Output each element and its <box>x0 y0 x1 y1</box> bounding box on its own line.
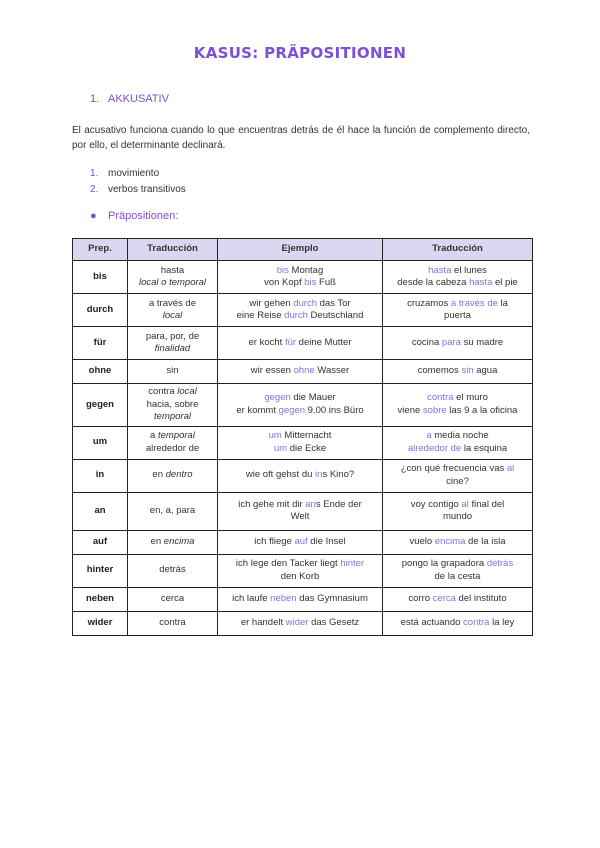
highlighted-preposition: hasta <box>428 264 452 276</box>
cell-preposition: neben <box>73 587 128 611</box>
cell-example <box>218 587 383 611</box>
list-number: 2. <box>90 183 99 195</box>
table-row <box>73 384 533 427</box>
cell-text: er kommt <box>236 404 279 416</box>
cell-line <box>386 392 529 405</box>
cell-translation <box>128 611 218 635</box>
cell-translation <box>128 294 218 327</box>
highlighted-preposition: alrededor de <box>407 442 462 454</box>
cell-line <box>221 277 379 290</box>
cell-text: local o temporal <box>138 277 207 288</box>
cell-translation <box>128 492 218 530</box>
cell-text: pongo la grapadora <box>401 558 487 569</box>
cell-line <box>131 310 214 323</box>
cell-example-translation <box>383 384 533 427</box>
cell-text: a través de <box>149 297 196 309</box>
cell-line <box>386 443 529 456</box>
highlighted-preposition: contra <box>463 616 490 628</box>
cell-translation <box>128 587 218 611</box>
cell-text: deine Mutter <box>296 336 352 348</box>
cell-line <box>221 469 379 482</box>
cell-line <box>221 617 379 630</box>
cell-line <box>221 443 379 456</box>
cell-preposition: bis <box>73 261 128 294</box>
cell-preposition: hinter <box>73 554 128 587</box>
cell-text: media noche <box>431 430 489 441</box>
cell-line <box>221 558 379 571</box>
table-row <box>73 327 533 360</box>
cell-line <box>131 331 214 344</box>
cell-text: ¿con qué frecuencia vas <box>400 463 507 474</box>
cell-text: den Korb <box>280 570 320 582</box>
cell-preposition: auf <box>73 530 128 554</box>
highlighted-preposition: bis <box>304 277 317 288</box>
cell-translation <box>128 426 218 459</box>
cell-line <box>131 399 214 412</box>
cell-example <box>218 426 383 459</box>
cell-example-translation <box>383 554 533 587</box>
cell-text: das Gymnasium <box>296 592 368 604</box>
cell-example <box>218 611 383 635</box>
cell-line <box>221 392 379 405</box>
cell-line <box>386 405 529 418</box>
cell-text: die Mauer <box>290 392 336 404</box>
cell-preposition: durch <box>73 294 128 327</box>
cell-text: comemos <box>417 365 462 377</box>
cell-text: von Kopf <box>264 277 305 288</box>
cell-example <box>218 530 383 554</box>
table-row <box>73 492 533 530</box>
cell-example <box>218 294 383 327</box>
cell-line <box>386 499 529 512</box>
highlighted-preposition: hasta <box>469 277 493 288</box>
cell-text: está actuando <box>400 616 464 628</box>
cell-line <box>221 405 379 418</box>
cell-line <box>131 277 214 290</box>
cell-text: la esquina <box>461 442 508 454</box>
cell-line <box>386 277 529 290</box>
highlighted-preposition: auf <box>294 535 308 547</box>
cell-text: local <box>162 310 183 321</box>
cell-text: mundo <box>442 511 473 522</box>
cell-line <box>131 617 214 630</box>
cell-text: s Kino? <box>322 469 355 481</box>
cell-text: vuelo <box>409 535 435 547</box>
cell-line <box>221 337 379 350</box>
cell-text: agua <box>473 365 498 377</box>
cell-example-translation <box>383 587 533 611</box>
cell-line <box>131 265 214 278</box>
subheading-label: Präpositionen: <box>108 210 179 222</box>
cell-text: puerta <box>444 310 471 321</box>
cell-line <box>386 536 529 549</box>
cell-line <box>386 593 529 606</box>
list-number: 1. <box>90 168 99 179</box>
cell-line <box>386 571 529 584</box>
cell-text: s Ende der <box>315 498 362 510</box>
cell-text: die Insel <box>307 535 346 547</box>
cell-text: Deutschland <box>307 310 364 321</box>
cell-text: cine? <box>446 475 469 487</box>
highlighted-preposition: al <box>461 498 469 510</box>
cell-preposition: gegen <box>73 384 128 427</box>
cell-text: el pie <box>492 277 518 288</box>
cell-text: cerca <box>160 592 185 604</box>
highlighted-preposition: hinter <box>340 558 365 569</box>
cell-text: eine Reise <box>236 310 285 321</box>
cell-text: del instituto <box>455 592 507 604</box>
table-row <box>73 587 533 611</box>
cell-text: encima <box>163 535 195 547</box>
bullet-icon: ● <box>90 210 97 222</box>
highlighted-preposition: al <box>506 463 515 474</box>
cell-line <box>221 310 379 323</box>
cell-line <box>386 476 529 489</box>
cell-text: temporal <box>154 411 191 422</box>
cell-text: ich laufe <box>232 592 271 604</box>
cell-translation <box>128 327 218 360</box>
cell-text: hasta <box>160 264 185 276</box>
cell-line <box>131 593 214 606</box>
cell-example-translation <box>383 459 533 492</box>
highlighted-preposition: durch <box>293 297 317 309</box>
cell-translation <box>128 360 218 384</box>
section-number: 1. <box>90 93 100 105</box>
cell-text: ich fliege <box>254 535 295 547</box>
highlighted-preposition: detrás <box>486 558 514 569</box>
subheading-prepositions <box>90 210 178 222</box>
cell-example <box>218 384 383 427</box>
cell-text: wir essen <box>250 365 294 377</box>
cell-text: local <box>177 386 197 397</box>
cell-text: corro <box>408 592 433 604</box>
cell-line <box>131 365 214 378</box>
cell-line <box>221 511 379 524</box>
cell-preposition: für <box>73 327 128 360</box>
table-row <box>73 459 533 492</box>
highlighted-preposition: um <box>273 442 288 454</box>
highlighted-preposition: encima <box>434 535 466 547</box>
cell-text: detrás <box>159 564 186 576</box>
cell-text: el muro <box>453 392 488 404</box>
cell-line <box>221 265 379 278</box>
cell-example-translation <box>383 294 533 327</box>
cell-example-translation <box>383 611 533 635</box>
cell-text: hacia, sobre <box>146 398 199 410</box>
list-item <box>90 182 186 198</box>
cell-text: viene <box>397 404 423 416</box>
cell-text: contra <box>148 386 178 397</box>
highlighted-preposition: wider <box>285 616 309 628</box>
cell-preposition: um <box>73 426 128 459</box>
cell-line <box>131 469 214 482</box>
cell-line <box>221 571 379 584</box>
cell-translation <box>128 530 218 554</box>
cell-example <box>218 492 383 530</box>
header-example-translation: Traducción <box>383 239 533 261</box>
cell-text: su madre <box>460 336 504 348</box>
cell-text: dentro <box>165 469 193 481</box>
list-text: movimiento <box>108 168 160 179</box>
cell-line <box>131 430 214 443</box>
cell-line <box>131 564 214 577</box>
cell-translation <box>128 261 218 294</box>
cell-text: desde la cabeza <box>397 277 470 288</box>
highlighted-preposition: para <box>441 336 461 348</box>
cell-text: en <box>150 535 164 547</box>
cell-text: en, a, para <box>149 504 196 516</box>
cell-example-translation <box>383 530 533 554</box>
cell-example <box>218 459 383 492</box>
cell-text: contra <box>159 616 186 628</box>
cell-line <box>221 536 379 549</box>
cell-line <box>221 593 379 606</box>
page-title: KASUS: PRÄPOSITIONEN <box>193 44 407 62</box>
cell-text: Wasser <box>314 365 350 377</box>
table-row <box>73 261 533 294</box>
cell-text: sin <box>166 365 179 377</box>
ordered-list <box>90 166 186 197</box>
cell-line <box>386 430 529 443</box>
cell-text: las 9 a la oficina <box>446 404 518 416</box>
cell-translation <box>128 384 218 427</box>
cell-line <box>131 386 214 399</box>
highlighted-preposition: cerca <box>432 592 456 604</box>
cell-example <box>218 261 383 294</box>
cell-line <box>386 463 529 476</box>
cell-example <box>218 554 383 587</box>
highlighted-preposition: a <box>426 430 432 441</box>
cell-line <box>131 505 214 518</box>
highlighted-preposition: gegen <box>278 404 306 416</box>
cell-text: voy contigo <box>410 498 462 510</box>
cell-line <box>131 443 214 456</box>
cell-text: das Gesetz <box>308 616 360 628</box>
cell-text: Fuß <box>316 277 336 288</box>
cell-line <box>131 536 214 549</box>
cell-text: la <box>497 297 508 309</box>
cell-line <box>221 365 379 378</box>
cell-line <box>131 343 214 356</box>
table-body <box>73 261 533 636</box>
cell-text: das Tor <box>316 297 351 309</box>
cell-text: wie oft gehst du <box>245 469 316 481</box>
cell-text: cocina <box>411 336 442 348</box>
cell-text: ich gehe mit dir <box>238 498 306 510</box>
table-row <box>73 611 533 635</box>
cell-example-translation <box>383 261 533 294</box>
section-label: AKKUSATIV <box>108 93 169 105</box>
list-text: verbos transitivos <box>108 183 186 195</box>
cell-text: en <box>152 469 166 481</box>
header-translation: Traducción <box>128 239 218 261</box>
cell-translation <box>128 459 218 492</box>
cell-line <box>131 298 214 311</box>
highlighted-preposition: neben <box>270 592 297 604</box>
cell-line <box>221 430 379 443</box>
table-row <box>73 426 533 459</box>
highlighted-preposition: a través de <box>450 297 498 309</box>
highlighted-preposition: in <box>315 469 323 481</box>
header-prep: Prep. <box>73 239 128 261</box>
cell-line <box>386 617 529 630</box>
intro-paragraph: El acusativo funciona cuando lo que encuentras detrás de él hace la función de complemento directo, por ello, el determinante declinará. <box>72 125 530 151</box>
cell-text: de la isla <box>465 535 506 547</box>
cell-text: final del <box>468 498 505 510</box>
cell-example <box>218 327 383 360</box>
highlighted-preposition: durch <box>284 310 308 321</box>
cell-preposition: wider <box>73 611 128 635</box>
cell-text: temporal <box>157 430 195 441</box>
cell-example-translation <box>383 360 533 384</box>
cell-example <box>218 360 383 384</box>
cell-text: die Ecke <box>287 442 327 454</box>
highlighted-preposition: bis <box>276 264 289 276</box>
highlighted-preposition: für <box>284 336 297 348</box>
table-row <box>73 554 533 587</box>
cell-example-translation <box>383 492 533 530</box>
cell-text: la ley <box>489 616 515 628</box>
highlighted-preposition: um <box>268 430 282 441</box>
cell-text: de la cesta <box>434 570 481 582</box>
cell-text: ich lege den Tacker liegt <box>235 558 341 569</box>
cell-line <box>386 365 529 378</box>
highlighted-preposition: gegen <box>264 392 291 404</box>
prepositions-table <box>72 238 533 636</box>
cell-text: a <box>150 430 158 441</box>
cell-example-translation <box>383 426 533 459</box>
highlighted-preposition: sobre <box>422 404 447 416</box>
cell-preposition: an <box>73 492 128 530</box>
cell-line <box>386 265 529 278</box>
highlighted-preposition: ohne <box>293 365 315 377</box>
cell-text: cruzamos <box>407 297 451 309</box>
cell-example-translation <box>383 327 533 360</box>
cell-text: Mitternacht <box>281 430 332 441</box>
cell-text: er handelt <box>240 616 286 628</box>
cell-translation <box>128 554 218 587</box>
header-example: Ejemplo <box>218 239 383 261</box>
cell-text: Welt <box>290 511 310 522</box>
cell-line <box>386 337 529 350</box>
table-row <box>73 294 533 327</box>
section-heading-akkusativ <box>90 93 169 105</box>
table-row <box>73 360 533 384</box>
cell-line <box>386 511 529 524</box>
cell-text: er kocht <box>248 336 285 348</box>
cell-text: el lunes <box>451 264 487 276</box>
highlighted-preposition: sin <box>461 365 474 377</box>
cell-text: 9.00 ins Büro <box>305 404 364 416</box>
cell-line <box>131 411 214 424</box>
cell-text: finalidad <box>154 343 191 354</box>
cell-preposition: in <box>73 459 128 492</box>
cell-text: Montag <box>288 264 324 276</box>
highlighted-preposition: an <box>305 498 316 510</box>
table-header-row <box>73 239 533 261</box>
cell-preposition: ohne <box>73 360 128 384</box>
cell-text: para, por, de <box>145 330 200 342</box>
table-row <box>73 530 533 554</box>
cell-line <box>221 298 379 311</box>
cell-text: alrededor de <box>145 442 200 454</box>
cell-line <box>386 298 529 311</box>
list-item <box>90 166 186 182</box>
cell-line <box>386 310 529 323</box>
highlighted-preposition: contra <box>427 392 454 404</box>
cell-text: wir gehen <box>249 297 294 309</box>
cell-line <box>386 558 529 571</box>
cell-line <box>221 499 379 512</box>
